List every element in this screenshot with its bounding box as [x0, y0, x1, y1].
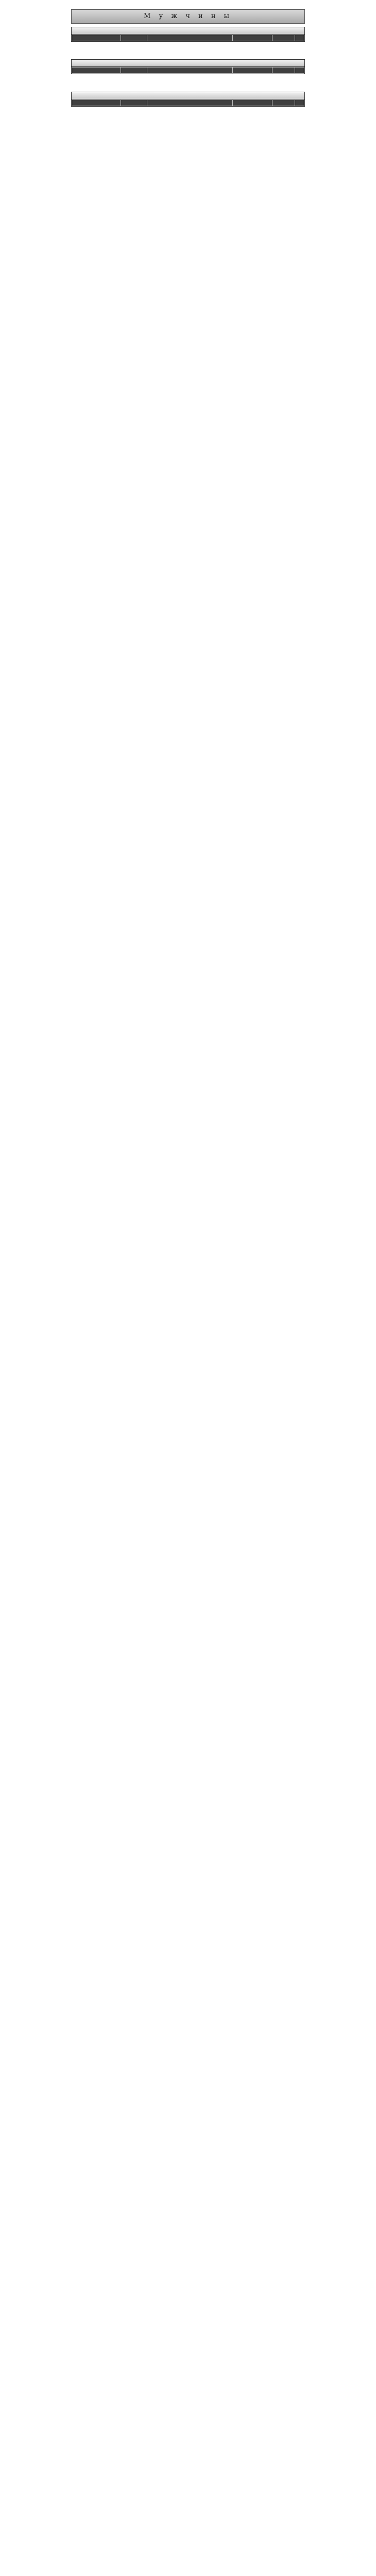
skater-name	[72, 67, 121, 74]
table-title	[72, 60, 304, 67]
ranking-table	[72, 67, 304, 74]
event-name	[147, 100, 232, 106]
country	[121, 67, 147, 74]
empty-cell	[295, 35, 304, 41]
table-title	[72, 27, 304, 35]
table-row	[72, 100, 304, 106]
country	[121, 100, 147, 106]
skater-name	[72, 100, 121, 106]
table-title	[72, 92, 304, 99]
table-men-short	[71, 59, 305, 74]
empty-cell	[295, 100, 304, 106]
event-date	[232, 100, 272, 106]
event-date	[232, 67, 272, 74]
event-name	[147, 35, 232, 41]
score	[272, 100, 295, 106]
ranking-table	[72, 35, 304, 41]
table-men-total	[71, 27, 305, 42]
country	[121, 35, 147, 41]
skater-name	[72, 35, 121, 41]
ranking-table	[72, 99, 304, 106]
score	[272, 35, 295, 41]
empty-cell	[295, 67, 304, 74]
score	[272, 67, 295, 74]
table-row	[72, 35, 304, 41]
table-row	[72, 67, 304, 74]
event-name	[147, 67, 232, 74]
event-date	[232, 35, 272, 41]
page	[0, 0, 376, 145]
section-banner-men: М у ж ч и н ы	[71, 9, 305, 24]
table-men-free	[71, 92, 305, 107]
